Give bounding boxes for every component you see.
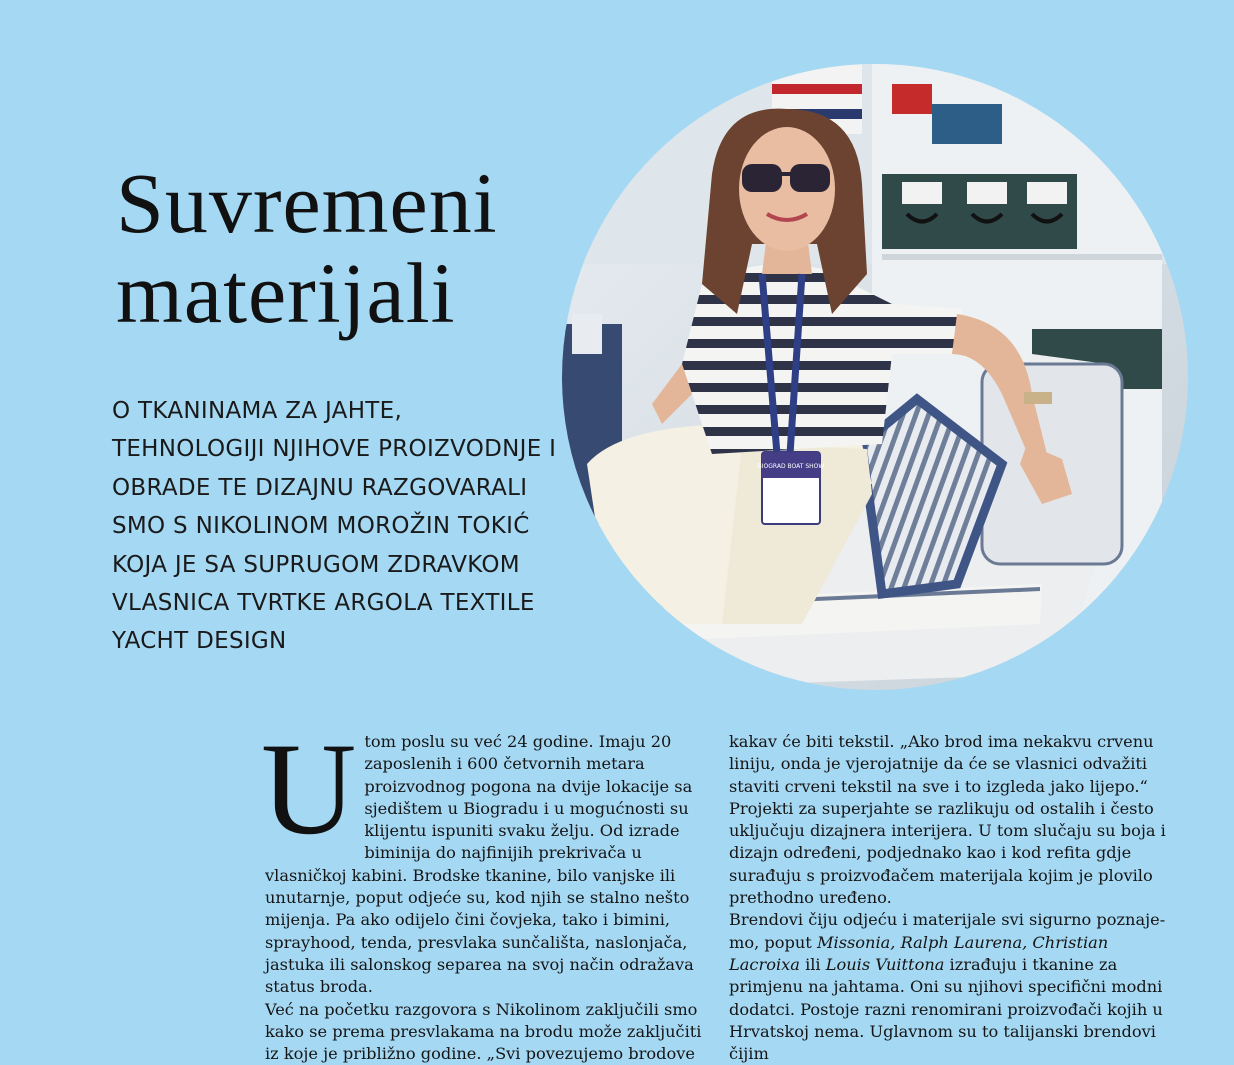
drop-cap: U: [261, 715, 357, 862]
title-line-2: materijali: [116, 245, 456, 341]
column-2-text-c: izrađuju i tkanine za primjenu na jahtama. Oni su njihovi specifični modni dodatci. Postoje razni renomirani proizvođači kojih u Hrvatskoj nema. Uglavnom su to talijanski brendovi čijim: [729, 954, 1163, 1064]
article-column-1: [261, 715, 705, 1065]
column-1-paragraph-2: Već na početku razgovora s Nikolinom zaključili smo kako se prema presvlakama na brodu može zaključiti iz koje je približno godine. „Svi povezujemo brodove: [265, 999, 702, 1064]
column-2-paragraph-2: [729, 909, 1169, 1065]
column-2-paragraph-1: kakav će biti tekstil. „Ako brod ima nekakvu crvenu liniju, onda je vjerojatnije da će se vlasnici odvažiti staviti crveni tekstil na sve i to izgleda jako lijepo.“ Projekti za superjahte se razlikuju od ostalih i često uključuju dizajnera interijera. U tom slučaju su boja i dizajn određeni, podjednako kao i kod refita gdje surađuju s proizvođačem materijala kojim je plovilo prethodno uređeno.: [729, 732, 1166, 908]
portrait-photo: [562, 64, 1188, 690]
article-lead: O TKANINAMA ZA JAHTE, TEHNOLOGIJI NJIHOVE PROIZVODNJE I OBRADE TE DIZAJNU RAZGOVARALI SMO S NIKOLINOM MOROŽIN TOKIĆ KOJA JE SA SUPRUGOM ZDRAVKOM VLASNICA TVRTKE ARGOLA TEXTILE YACHT DESIGN: [112, 398, 557, 655]
article-title: [116, 155, 498, 341]
column-1-paragraph-1-text: tom poslu su već 24 godine. Imaju 20 zaposlenih i 600 četvornih metara proizvodnog pogona na dvije lokacije sa sjedištem u Biogradu i u mogućnosti su klijentu ispuniti svaku želju. Od izrade biminija do najfinijih prekrivača u vlasničkoj kabini. Brodske tkanine, bilo vanjske ili unutarnje, poput odjeće su, kod njih se stalno nešto mijenja. Pa ako odijelo čini čovjeka, tako i bimini, sprayhood, tenda, presvlaka sunčališta, naslonjača, jastuka ili salonskog separea na svoj način odražava status broda.: [265, 732, 694, 997]
title-line-1: Suvremeni: [116, 155, 498, 251]
badge-text: BIOGRAD BOAT SHOW: [757, 463, 825, 470]
column-2-text-b: ili: [799, 954, 826, 974]
column-2-text-a: Brendovi čiju odjeću i materijale svi sigurno poznaje-mo, poput: [729, 910, 1166, 952]
column-1-paragraph-1: [261, 715, 705, 999]
portrait-photo-icon: [562, 64, 1188, 690]
brand-names: Missonia, Ralph Laurena, Christian Lacroixa: [729, 932, 1109, 974]
article-column-2: [729, 731, 1169, 1065]
brand-louis-vuitton: Louis Vuittona: [825, 954, 945, 974]
